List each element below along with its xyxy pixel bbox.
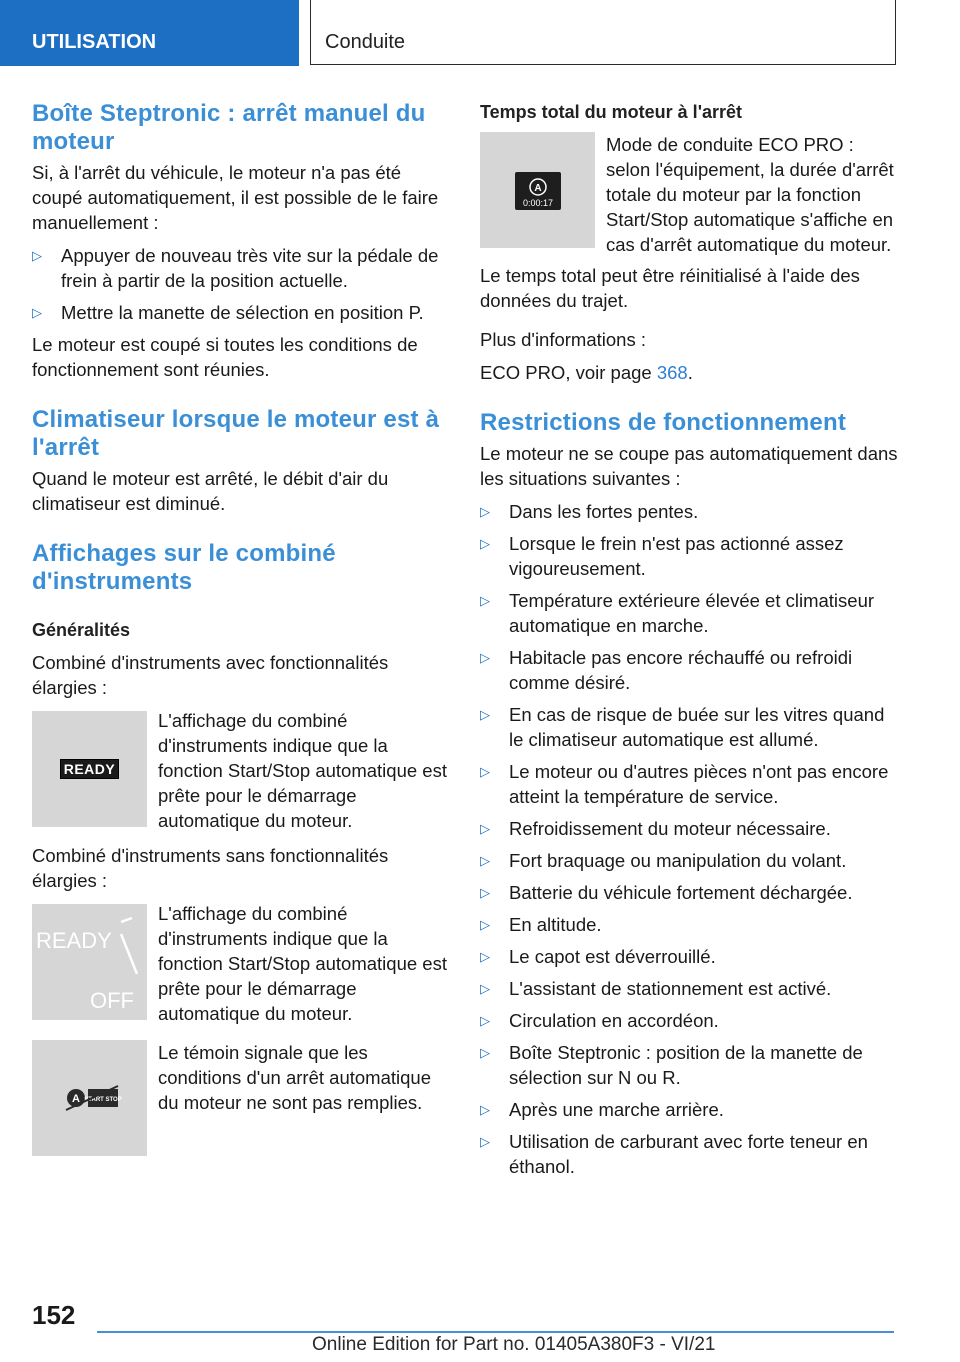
page-header (0, 0, 960, 66)
list-item: ▷ En cas de risque de buée sur les vitres quand le climatiseur automatique est allumé. (480, 704, 885, 750)
list-item: ▷ L'assistant de stationnement est activé. (480, 978, 832, 999)
svg-text:OFF: OFF (90, 988, 134, 1013)
paragraph-cross-reference: ECO PRO, voir page 368. (480, 362, 693, 383)
heading-restrictions: Restrictions de fonctionnement (480, 409, 847, 436)
list-item: ▷ Fort braquage ou manipulation du volant. (480, 850, 847, 871)
left-column (32, 100, 450, 1166)
triangle-bullet-icon: ▷ (480, 853, 490, 868)
list-item: ▷ Mettre la manette de sélection en position P. (32, 302, 424, 323)
start-stop-disabled-icon (32, 1040, 147, 1156)
list-item: ▷ Habitacle pas encore réchauffé ou refroidi comme désiré. (480, 647, 853, 693)
auto-start-stop-timer-icon (480, 132, 595, 248)
svg-text:0:00:17: 0:00:17 (522, 198, 554, 208)
list-item: ▷ Circulation en accordéon. (480, 1010, 719, 1031)
triangle-bullet-icon: ▷ (480, 536, 490, 551)
footer-divider (97, 1331, 894, 1333)
triangle-bullet-icon: ▷ (480, 593, 490, 608)
figure-ready-off (32, 901, 450, 1026)
paragraph: Le temps total peut être réinitialisé à l'aide des données du trajet. (480, 265, 860, 311)
figure-caption: L'affichage du combiné d'instruments indique que la fonction Start/Stop automatique est prête pour le démarrage automatique du moteur. (158, 710, 447, 831)
list-item: ▷ Utilisation de carburant avec forte teneur en éthanol. (480, 1131, 868, 1177)
list-item: ▷ Lorsque le frein n'est pas actionné assez vigoureusement. (480, 533, 844, 579)
triangle-bullet-icon: ▷ (480, 885, 490, 900)
paragraph: Plus d'informations : (480, 329, 646, 350)
svg-text:START STOP: START STOP (84, 1097, 122, 1103)
section-tab: UTILISATION (0, 0, 299, 66)
list-item: ▷ Le capot est déverrouillé. (480, 946, 716, 967)
figure-caption: Mode de conduite ECO PRO : selon l'équipement, la durée d'arrêt totale du moteur par la fonction Start/Stop automatique s'affiche en cas d'arrêt automatique du moteur. (606, 134, 894, 255)
triangle-bullet-icon: ▷ (32, 305, 42, 320)
list-item: ▷ Le moteur ou d'autres pièces n'ont pas encore atteint la température de service. (480, 761, 889, 807)
triangle-bullet-icon: ▷ (480, 821, 490, 836)
list-item: ▷ Boîte Steptronic : position de la manette de sélection sur N ou R. (480, 1042, 863, 1088)
triangle-bullet-icon: ▷ (480, 1013, 490, 1028)
triangle-bullet-icon: ▷ (480, 949, 490, 964)
triangle-bullet-icon: ▷ (480, 1045, 490, 1060)
chapter-title: Conduite (310, 0, 896, 65)
paragraph: Combiné d'instruments avec fonctionnalités élargies : (32, 652, 389, 698)
svg-text:A: A (72, 1093, 80, 1105)
svg-text:READY: READY (36, 928, 112, 953)
figure-caption: Le témoin signale que les conditions d'un arrêt automatique du moteur ne sont pas remplies. (158, 1042, 431, 1113)
paragraph: Si, à l'arrêt du véhicule, le moteur n'a pas été coupé automatiquement, il est possible de le faire manuellement : (32, 162, 439, 233)
list-item: ▷ Température extérieure élevée et climatiseur automatique en marche. (480, 590, 875, 636)
ready-indicator-image (32, 711, 147, 827)
paragraph: Le moteur est coupé si toutes les conditions de fonctionnement sont réunies. (32, 334, 418, 380)
triangle-bullet-icon: ▷ (480, 1134, 490, 1149)
triangle-bullet-icon: ▷ (32, 248, 42, 263)
restrictions-list (480, 499, 900, 1179)
figure-start-stop (32, 1040, 450, 1156)
heading-steptronic-stop: Boîte Steptronic : arrêt manuel du moteur (32, 100, 426, 155)
bullet-list (32, 243, 450, 325)
right-column (480, 100, 900, 1186)
page-number: 152 (32, 1300, 76, 1330)
ready-off-gauge-icon (32, 904, 147, 1020)
paragraph: Quand le moteur est arrêté, le débit d'air du climatiseur est diminué. (32, 468, 389, 514)
list-item: ▷ Refroidissement du moteur nécessaire. (480, 818, 831, 839)
figure-caption: L'affichage du combiné d'instruments indique que la fonction Start/Stop automatique est prête pour le démarrage automatique du moteur. (158, 903, 447, 1024)
subheading-temps-total: Temps total du moteur à l'arrêt (480, 102, 742, 122)
ready-badge: READY (60, 759, 120, 779)
list-item: ▷ Dans les fortes pentes. (480, 501, 699, 522)
list-item: ▷ Après une marche arrière. (480, 1099, 724, 1120)
triangle-bullet-icon: ▷ (480, 1102, 490, 1117)
footer-edition: Online Edition for Part no. 01405A380F3 - VI/21 (312, 1334, 716, 1355)
triangle-bullet-icon: ▷ (480, 650, 490, 665)
subheading-generalites: Généralités (32, 620, 131, 640)
triangle-bullet-icon: ▷ (480, 504, 490, 519)
paragraph: Combiné d'instruments sans fonctionnalités élargies : (32, 845, 389, 891)
figure-ready (32, 708, 450, 833)
ready-off-indicator-image (32, 904, 147, 1020)
figure-eco-timer (480, 132, 900, 257)
heading-affichages: Affichages sur le combiné d'instruments (32, 540, 336, 595)
start-stop-crossed-image (32, 1040, 147, 1156)
eco-timer-image (480, 132, 595, 248)
triangle-bullet-icon: ▷ (480, 917, 490, 932)
list-item: ▷ Appuyer de nouveau très vite sur la pédale de frein à partir de la position actuelle. (32, 245, 439, 291)
list-item: ▷ En altitude. (480, 914, 602, 935)
list-item: ▷ Batterie du véhicule fortement déchargée. (480, 882, 853, 903)
triangle-bullet-icon: ▷ (480, 981, 490, 996)
triangle-bullet-icon: ▷ (480, 707, 490, 722)
paragraph: Le moteur ne se coupe pas automatiquement dans les situations suivantes : (480, 443, 898, 489)
triangle-bullet-icon: ▷ (480, 764, 490, 779)
page-link[interactable]: 368 (656, 362, 688, 383)
svg-text:A: A (534, 183, 542, 194)
heading-climatiseur: Climatiseur lorsque le moteur est à l'arrêt (32, 406, 440, 461)
